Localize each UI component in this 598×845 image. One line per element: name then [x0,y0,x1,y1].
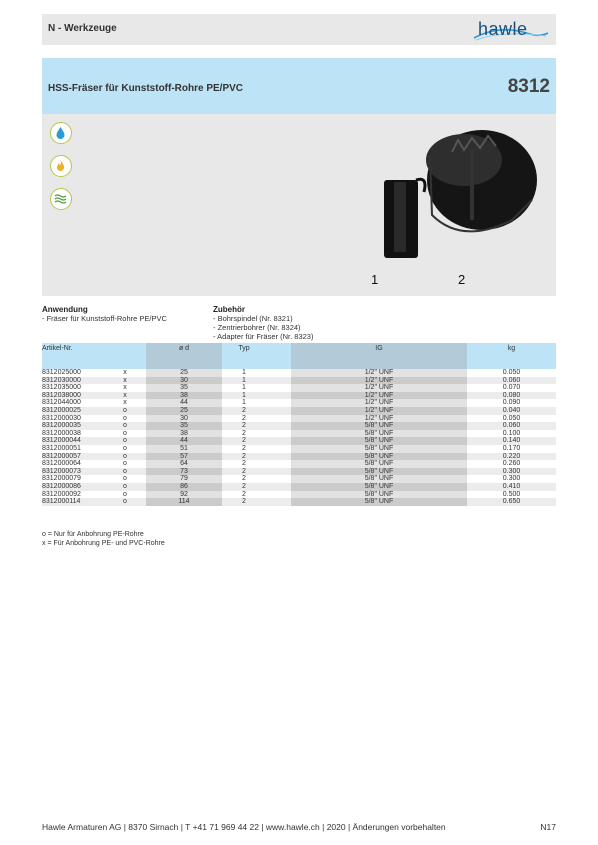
cell-artikel: 8312000030 [42,414,81,422]
anwendung-section [42,305,167,323]
cell-typ: 2 [222,498,266,506]
col-ig: IG [291,343,467,369]
waves-icon [50,188,72,210]
cell-kg: 0.040 [467,407,556,415]
cell-diameter: 86 [146,483,222,491]
cell-diameter: 38 [146,430,222,438]
cell-artikel: 8312030000 [42,377,104,385]
cell-spacer [266,392,291,400]
cell-ig: 5/8" UNF [291,498,467,506]
cell-ig: 5/8" UNF [291,453,467,461]
cell-diameter: 38 [146,392,222,400]
table-row [42,468,556,476]
cell-ig: 5/8" UNF [291,422,467,430]
cell-typ: 2 [242,475,246,483]
cell-kg: 0.060 [467,377,556,385]
page-number: N17 [540,822,556,832]
cell-marker: o [104,468,146,476]
cell-kg: 0.140 [467,437,556,445]
table-row [42,392,556,400]
cell-ig: 1/2" UNF [291,407,467,415]
legend-item-o: o = Nur für Anbohrung PE-Rohre [42,531,144,538]
section-title: N - Werkzeuge [48,23,117,34]
footer [42,822,556,832]
cell-kg: 0.090 [502,399,521,407]
cell-marker: o [104,453,146,461]
zubehoer-item: - Zentrierbohrer (Nr. 8324) [213,323,301,332]
cell-ig: 5/8" UNF [291,491,467,499]
cell-marker: o [123,475,127,483]
col-artikel: Artikel-Nr. [42,343,104,369]
cell-typ: 2 [222,437,266,445]
cell-artikel: 8312000073 [42,468,104,476]
cell-spacer [266,407,291,415]
cell-marker: o [123,444,127,452]
cell-diameter: 25 [146,369,222,377]
cell-typ: 2 [222,483,266,491]
table-row [42,437,556,445]
image-label-1: 1 [371,272,379,287]
cell-typ: 2 [242,460,246,468]
table-header-row [42,343,556,369]
table-row [42,407,556,415]
cell-ig: 5/8" UNF [291,445,467,453]
cell-ig: 5/8" UNF [291,475,467,483]
table-row [42,491,556,499]
cell-artikel: 8312000064 [42,460,81,468]
cell-typ: 2 [222,407,266,415]
cell-kg: 0.300 [467,468,556,476]
cell-spacer [266,422,291,430]
cell-artikel: 8312000044 [42,437,104,445]
table-row [42,453,556,461]
table-row [42,422,556,430]
cell-typ: 1 [222,392,266,400]
table-row [42,460,556,468]
table-row [42,445,556,453]
cell-spacer [266,377,291,385]
cell-ig: 5/8" UNF [291,430,467,438]
cell-spacer [266,468,291,476]
cell-artikel: 8312044000 [42,399,81,407]
cell-diameter: 57 [146,453,222,461]
cell-marker: o [104,498,146,506]
cell-artikel: 8312000051 [42,444,81,452]
cell-marker: x [123,384,127,392]
cell-spacer [266,483,291,491]
cell-diameter: 114 [146,498,222,506]
zubehoer-item: - Adapter für Fräser (Nr. 8323) [213,332,314,341]
cell-ig: 1/2" UNF [291,384,467,392]
cell-kg: 0.300 [502,475,521,483]
cell-artikel: 8312000092 [42,490,81,498]
cell-spacer [266,460,291,468]
cell-typ: 1 [222,377,266,385]
title-bar [42,58,556,114]
product-title: HSS-Fräser für Kunststoff-Rohre PE/PVC [48,83,244,94]
cell-marker: o [104,437,146,445]
cell-marker: o [123,490,127,498]
cell-spacer [266,399,291,407]
article-table [42,343,556,506]
cell-kg: 0.060 [467,422,556,430]
cell-spacer [266,430,291,438]
anwendung-heading: Anwendung [42,305,88,314]
table-row [42,498,556,506]
table-row [42,483,556,491]
cell-typ: 2 [222,422,266,430]
hawle-logo [470,16,550,43]
cell-marker: x [104,392,146,400]
table-row [42,384,556,392]
cell-typ: 2 [222,468,266,476]
cell-spacer [266,369,291,377]
col-diameter: ø d [146,343,222,369]
cell-spacer [266,384,291,392]
col-marker [104,343,146,369]
cell-diameter: 25 [146,407,222,415]
cell-diameter: 51 [146,445,222,453]
cell-diameter: 92 [146,491,222,499]
table-row [42,369,556,377]
cell-spacer [266,415,291,423]
cell-marker: o [104,483,146,491]
cell-ig: 1/2" UNF [291,377,467,385]
cell-marker: x [123,399,127,407]
cell-marker: o [123,414,127,422]
cell-spacer [266,475,291,483]
cell-marker: o [123,429,127,437]
zubehoer-heading: Zubehör [213,305,245,314]
cell-marker: o [123,460,127,468]
cell-kg: 0.650 [467,498,556,506]
cell-typ: 1 [242,399,246,407]
cell-ig: 1/2" UNF [291,392,467,400]
cell-marker: x [104,377,146,385]
cell-kg: 0.050 [502,414,521,422]
footer-text: Hawle Armaturen AG | 8370 Sirnach | T +41 71 969 44 22 | www.hawle.ch | 2020 | Änderungen vorbehalten [42,822,446,832]
brand-wordmark: hawle [478,19,528,39]
cell-ig: 5/8" UNF [291,468,467,476]
cell-artikel: 8312035000 [42,384,81,392]
cell-artikel: 8312000079 [42,475,81,483]
cell-typ: 2 [222,453,266,461]
cell-typ: 2 [242,490,246,498]
cell-kg: 0.100 [502,429,521,437]
cell-marker: o [104,407,146,415]
cell-typ: 1 [242,369,246,376]
cell-kg: 0.170 [502,444,521,452]
cell-diameter: 35 [146,422,222,430]
cell-typ: 2 [242,429,246,437]
cell-marker: o [104,422,146,430]
cell-artikel: 8312000025 [42,407,104,415]
cell-kg: 0.500 [502,490,521,498]
cell-artikel: 8312000035 [42,422,104,430]
legend [42,530,165,548]
cell-spacer [266,498,291,506]
col-kg: kg [467,343,556,369]
product-image-area [42,114,556,296]
table-row [42,475,556,483]
cell-ig: 1/2" UNF [291,369,467,377]
top-bar [42,14,556,45]
cell-kg: 0.220 [467,453,556,461]
zubehoer-item: - Bohrspindel (Nr. 8321) [213,314,293,323]
cell-artikel: 8312000038 [42,429,81,437]
cell-diameter: 44 [146,437,222,445]
cell-kg: 0.260 [502,460,521,468]
table-row [42,415,556,423]
legend-item-x: x = Für Anbohrung PE- und PVC-Rohre [42,540,165,547]
cell-diameter: 44 [146,399,222,407]
cell-ig: 1/2" UNF [291,399,467,407]
cell-kg: 0.410 [467,483,556,491]
image-label-2: 2 [458,272,466,287]
cell-kg: 0.080 [467,392,556,400]
cell-diameter: 30 [146,377,222,385]
cell-ig: 5/8" UNF [291,437,467,445]
cell-typ: 2 [242,414,246,422]
cell-artikel: 8312038000 [42,392,104,400]
cell-spacer [266,453,291,461]
water-drop-icon [50,122,72,144]
col-typ: Typ [222,343,266,369]
cell-ig: 5/8" UNF [291,483,467,491]
cell-artikel: 8312000114 [42,498,104,506]
table-row [42,399,556,407]
flame-icon [50,155,72,177]
anwendung-item: - Fräser für Kunststoff-Rohre PE/PVC [42,314,167,323]
cell-artikel: 8312000057 [42,453,104,461]
cell-artikel: 8312000086 [42,483,104,491]
cell-spacer [266,491,291,499]
cell-artikel: 8312025000 [42,369,81,376]
cell-diameter: 35 [146,384,222,392]
cell-spacer [266,437,291,445]
product-code: 8312 [507,76,550,97]
table-row [42,377,556,385]
cell-spacer [266,445,291,453]
hole-saw-image [372,120,552,260]
table-row [42,430,556,438]
cell-diameter: 79 [146,475,222,483]
cell-ig: 1/2" UNF [291,415,467,423]
cell-typ: 1 [242,384,246,392]
cell-marker: x [123,369,127,376]
col-spacer [266,343,291,369]
cell-diameter: 73 [146,468,222,476]
cell-diameter: 30 [146,415,222,423]
cell-diameter: 64 [146,460,222,468]
cell-ig: 5/8" UNF [291,460,467,468]
zubehoer-section [213,305,313,341]
cell-kg: 0.070 [502,384,521,392]
cell-kg: 0.050 [502,369,521,376]
cell-typ: 2 [242,444,246,452]
